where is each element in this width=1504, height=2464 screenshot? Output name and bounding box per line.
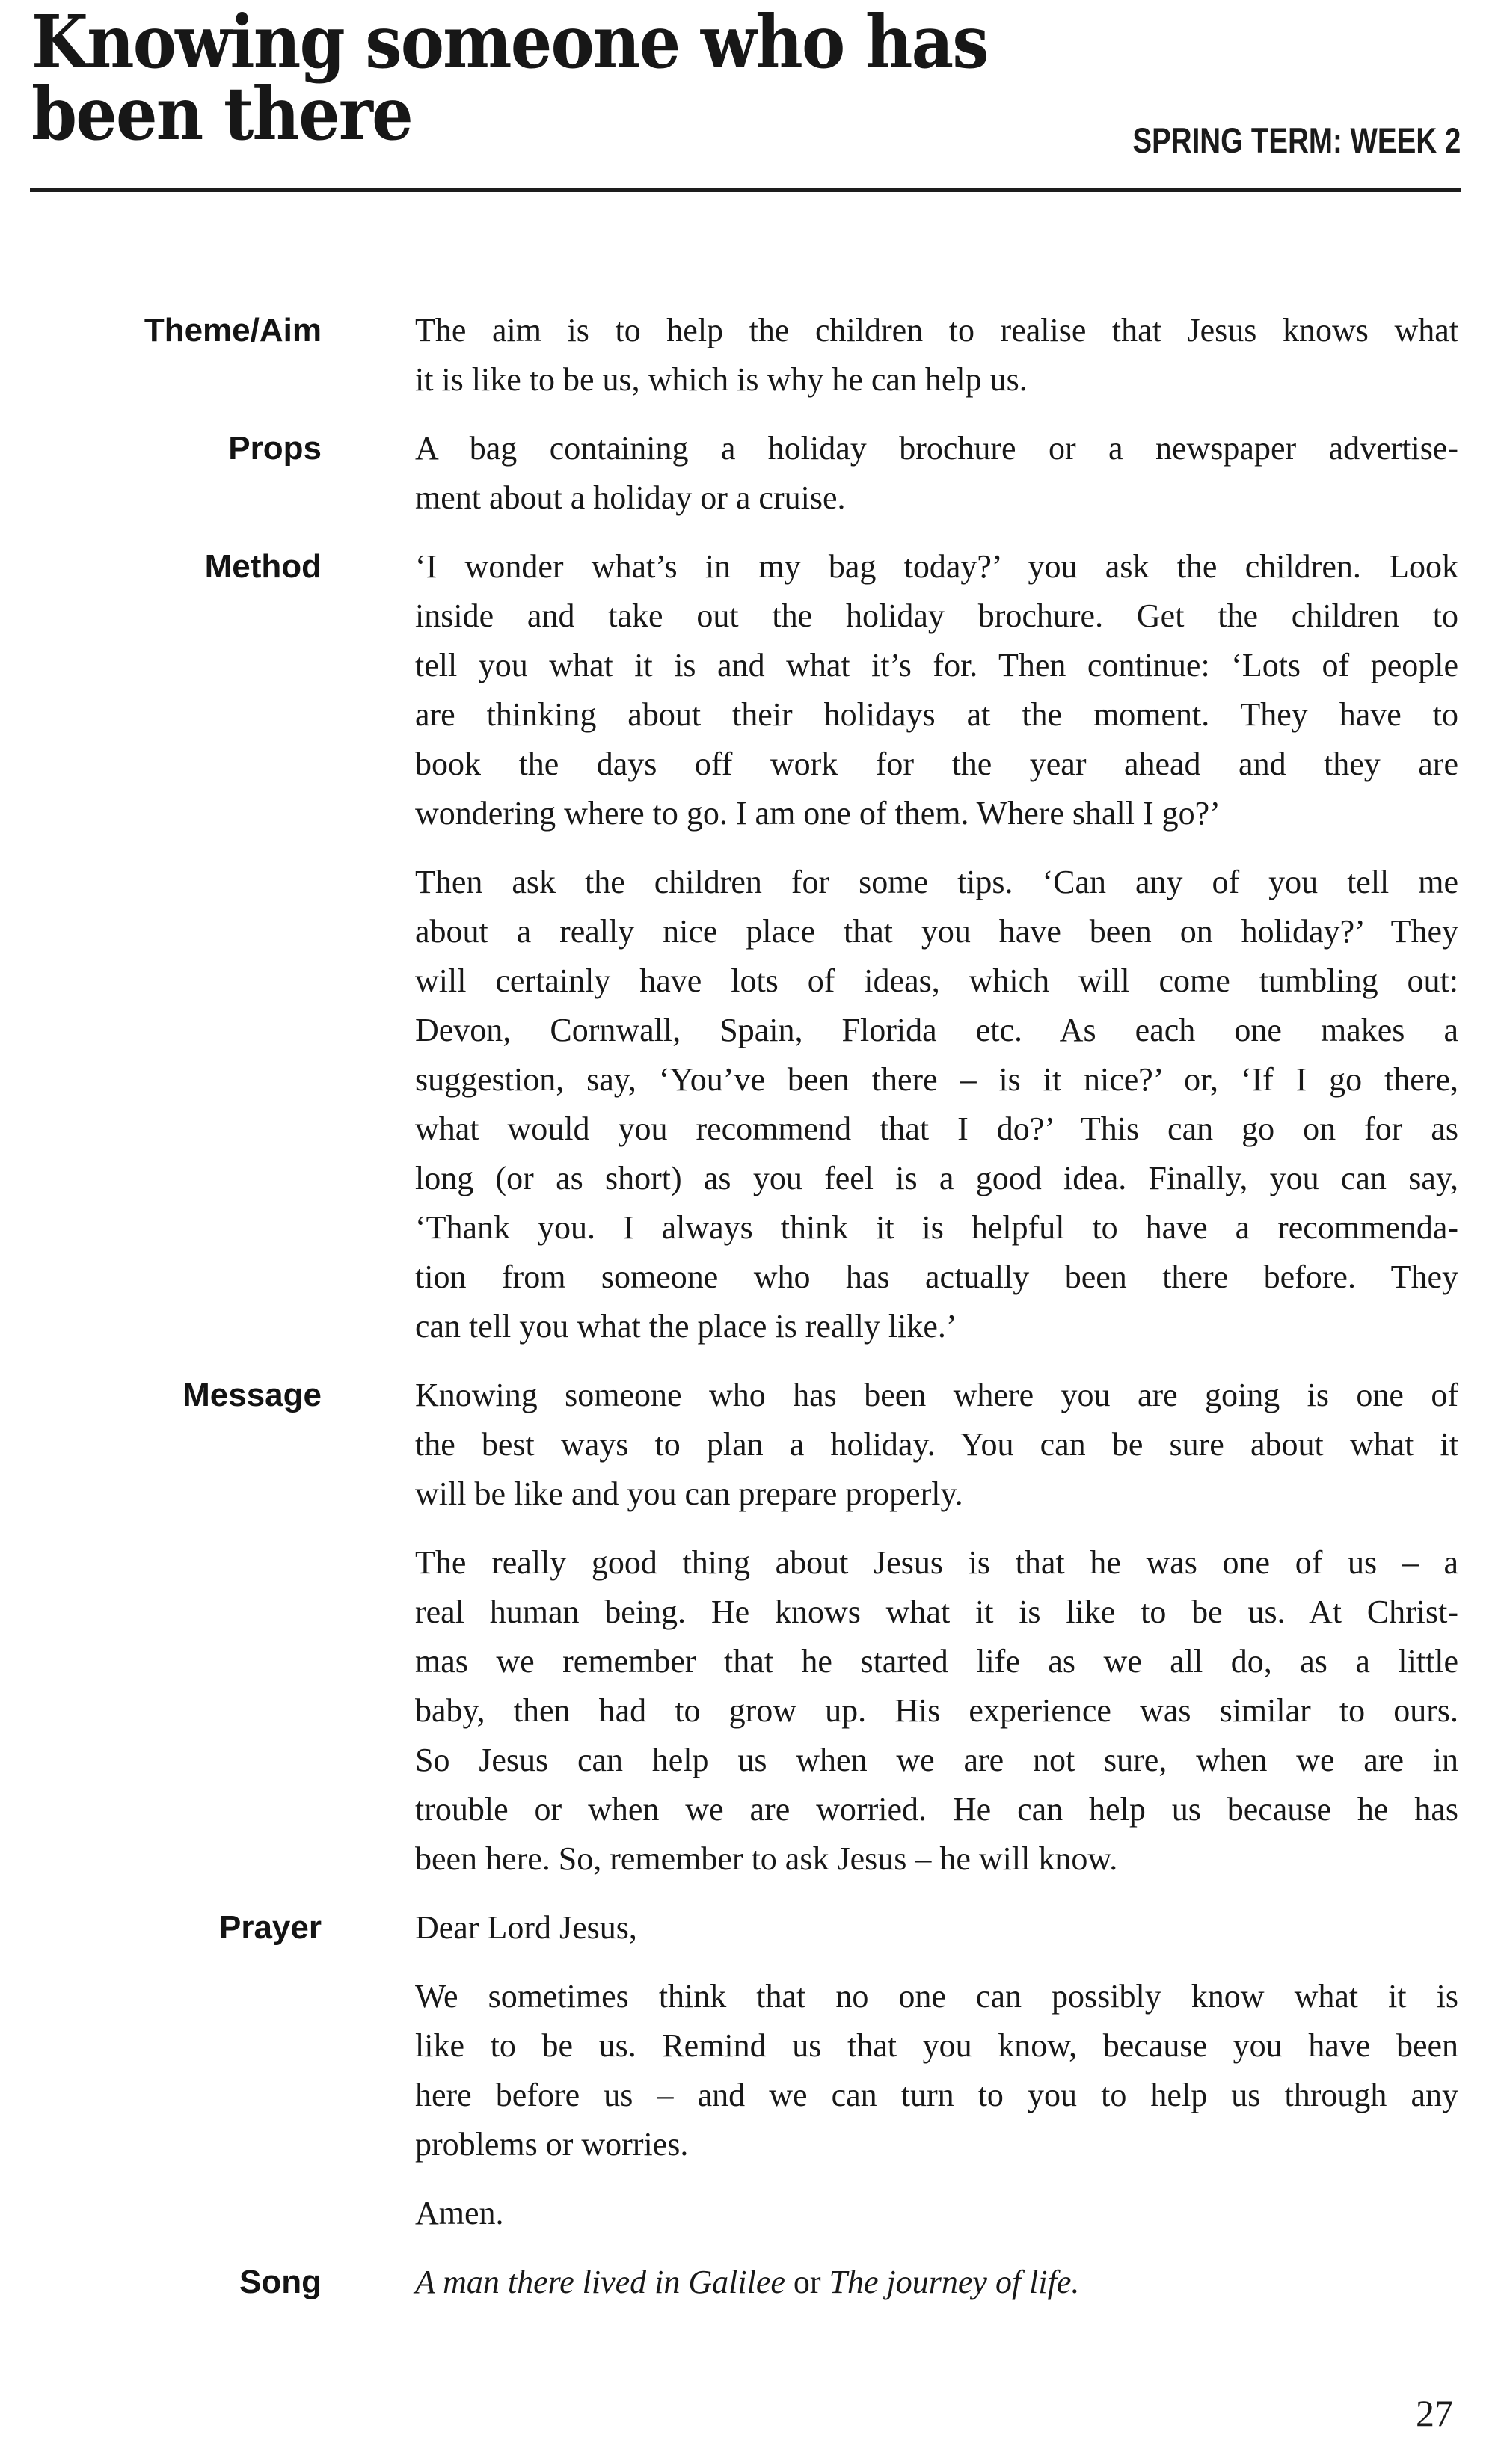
text-line: tell you what it is and what it’s for. Then continue: ‘Lots of people <box>415 647 1458 683</box>
paragraph <box>415 1371 1458 1519</box>
text-line: The really good thing about Jesus is that he was one of us – a <box>415 1544 1458 1581</box>
paragraph <box>415 1903 1458 1953</box>
text-line: wondering where to go. I am one of them. Where shall I go?’ <box>415 795 1221 832</box>
section-label: Message <box>182 1377 322 1413</box>
section-label: Method <box>204 548 322 585</box>
section-row-props <box>75 424 1458 542</box>
song-line <box>415 2258 1458 2307</box>
text-line: A bag containing a holiday brochure or a newspaper advertise- <box>415 430 1458 467</box>
section-label: Song <box>239 2264 322 2300</box>
text-line: like to be us. Remind us that you know, because you have been <box>415 2027 1458 2064</box>
paragraph <box>415 858 1458 1351</box>
section-body <box>415 542 1458 1371</box>
page-number: 27 <box>1416 2392 1453 2434</box>
paragraph <box>415 542 1458 838</box>
section-row-song <box>75 2258 1458 2326</box>
text-line: The aim is to help the children to realise that Jesus knows what <box>415 312 1458 348</box>
text-line: can tell you what the place is really like.’ <box>415 1308 957 1345</box>
page-title-line-1: Knowing someone who has <box>31 0 988 85</box>
text-line: real human being. He knows what it is like to be us. At Christ- <box>415 1594 1458 1630</box>
text-line: will certainly have lots of ideas, which will come tumbling out: <box>415 962 1458 999</box>
section-row-message <box>75 1371 1458 1903</box>
paragraph <box>415 1972 1458 2169</box>
song-text: or <box>785 2264 829 2300</box>
text-line: ‘I wonder what’s in my bag today?’ you ask the children. Look <box>415 548 1458 585</box>
song-title: The journey of life. <box>829 2264 1080 2300</box>
section-label: Theme/Aim <box>144 312 322 348</box>
text-line: Amen. <box>415 2195 504 2231</box>
text-line: what would you recommend that I do?’ This can go on for as <box>415 1110 1458 1147</box>
text-line: inside and take out the holiday brochure. Get the children to <box>415 597 1458 634</box>
paragraph <box>415 1538 1458 1884</box>
page-title <box>31 0 988 156</box>
text-line: problems or worries. <box>415 2126 689 2163</box>
text-line: ment about a holiday or a cruise. <box>415 479 846 516</box>
paragraph <box>415 306 1458 405</box>
text-line: here before us – and we can turn to you to help us through any <box>415 2077 1458 2113</box>
text-line: long (or as short) as you feel is a good idea. Finally, you can say, <box>415 1160 1458 1196</box>
text-line: Devon, Cornwall, Spain, Florida etc. As each one makes a <box>415 1012 1458 1048</box>
section-body <box>415 306 1458 424</box>
content <box>0 192 1504 2326</box>
section-row-prayer <box>75 1903 1458 2258</box>
text-line: it is like to be us, which is why he can help us. <box>415 361 1028 398</box>
page-title-line-2: been there <box>31 71 412 156</box>
section-label: Prayer <box>218 1909 322 1946</box>
text-line: Then ask the children for some tips. ‘Can any of you tell me <box>415 864 1458 900</box>
text-line: tion from someone who has actually been there before. They <box>415 1259 1458 1295</box>
text-line: been here. So, remember to ask Jesus – he will know. <box>415 1840 1118 1877</box>
text-line: will be like and you can prepare properly. <box>415 1475 963 1512</box>
section-label: Props <box>228 430 322 467</box>
text-line: mas we remember that he started life as we all do, as a little <box>415 1643 1458 1680</box>
section-body <box>415 1903 1458 2258</box>
text-line: Knowing someone who has been where you are going is one of <box>415 1377 1458 1413</box>
paragraph <box>415 2258 1458 2307</box>
text-line: baby, then had to grow up. His experience was similar to ours. <box>415 1692 1458 1729</box>
text-line: about a really nice place that you have been on holiday?’ They <box>415 913 1458 950</box>
text-line: suggestion, say, ‘You’ve been there – is it nice?’ or, ‘If I go there, <box>415 1061 1458 1098</box>
text-line: are thinking about their holidays at the moment. They have to <box>415 696 1458 733</box>
section-row-method <box>75 542 1458 1371</box>
paragraph <box>415 424 1458 523</box>
section-body <box>415 2258 1458 2326</box>
text-line: ‘Thank you. I always think it is helpful to have a recommenda- <box>415 1209 1458 1246</box>
text-line: the best ways to plan a holiday. You can be sure about what it <box>415 1426 1458 1463</box>
text-line: book the days off work for the year ahead and they are <box>415 746 1458 782</box>
text-line: trouble or when we are worried. He can help us because he has <box>415 1791 1458 1828</box>
text-line: So Jesus can help us when we are not sure, when we are in <box>415 1742 1458 1778</box>
text-line: We sometimes think that no one can possibly know what it is <box>415 1978 1458 2015</box>
section-body <box>415 424 1458 542</box>
term-week-label: SPRING TERM: WEEK 2 <box>1132 120 1461 160</box>
paragraph <box>415 2189 1458 2238</box>
text-line: Dear Lord Jesus, <box>415 1909 637 1946</box>
section-body <box>415 1371 1458 1903</box>
song-title: A man there lived in Galilee <box>415 2264 785 2300</box>
section-row-theme-aim <box>75 306 1458 424</box>
page-header <box>0 0 1504 188</box>
